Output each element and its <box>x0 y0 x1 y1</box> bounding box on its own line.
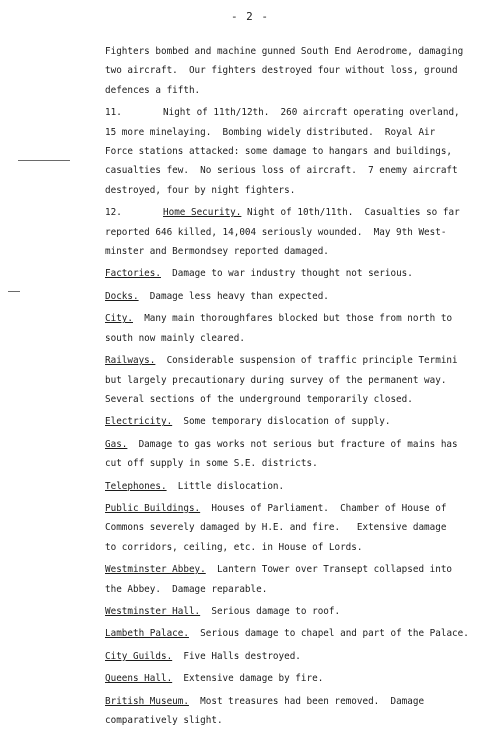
text-line <box>105 602 497 621</box>
paragraph <box>105 560 497 599</box>
text-line <box>105 669 497 688</box>
text-line <box>105 711 497 730</box>
line-text: casualties few. No serious loss of aircraft. 7 enemy aircraft <box>105 165 458 177</box>
section-heading: Docks. <box>105 290 139 302</box>
line-text: Most treasures had been removed. Damage <box>188 695 425 707</box>
paragraph <box>105 412 497 431</box>
text-line <box>105 61 497 80</box>
line-text: Damage less heavy than expected. <box>138 290 329 302</box>
margin-rule <box>8 291 20 292</box>
section-heading: Westminster Abbey. <box>105 564 206 576</box>
line-text: Serious damage to roof. <box>200 605 341 617</box>
section-heading: Home Security. <box>163 207 242 219</box>
paragraph <box>105 602 497 621</box>
text-line <box>105 181 497 200</box>
text-line <box>105 329 497 348</box>
line-text: but largely precautionary during survey of the permanent way. <box>105 374 447 386</box>
section-heading: Westminster Hall. <box>105 605 201 617</box>
line-text: to corridors, ceiling, etc. in House of Lords. <box>105 541 363 553</box>
text-line <box>105 624 497 643</box>
paragraph <box>105 477 497 496</box>
text-line <box>105 103 497 122</box>
line-text: Damage to war industry thought not serious. <box>160 268 413 280</box>
text-line <box>105 435 497 454</box>
paragraph <box>105 692 497 731</box>
text-line <box>105 81 497 100</box>
text-line <box>105 412 497 431</box>
line-text: Some temporary dislocation of supply. <box>172 416 391 428</box>
text-line <box>105 390 497 409</box>
text-line <box>105 477 497 496</box>
page-number: - 2 - <box>230 10 270 23</box>
section-heading: British Museum. <box>105 695 189 707</box>
text-line <box>105 264 497 283</box>
section-heading: Gas. <box>105 438 128 450</box>
paragraph <box>105 499 497 557</box>
line-text: Damage to gas works not serious but fracture of mains has <box>127 438 458 450</box>
text-line <box>105 161 497 180</box>
paragraph-number: 11. <box>105 107 122 119</box>
section-heading: Lambeth Palace. <box>105 628 189 640</box>
line-text: reported 646 killed, 14,004 seriously wounded. May 9th West- <box>105 226 447 238</box>
section-heading: Electricity. <box>105 416 173 428</box>
line-text: the Abbey. Damage reparable. <box>105 583 268 595</box>
line-text: Night of 10th/11th. Casualties so far <box>241 207 460 219</box>
paragraph <box>105 42 497 100</box>
text-line <box>105 371 497 390</box>
text-line <box>105 309 497 328</box>
line-text: Lantern Tower over Transept collapsed into <box>205 564 453 576</box>
line-text: destroyed, four by night fighters. <box>105 184 296 196</box>
paragraph <box>105 435 497 474</box>
line-text: cut off supply in some S.E. districts. <box>105 458 318 470</box>
line-text: Force stations attacked: some damage to hangars and buildings, <box>105 146 453 158</box>
section-heading: Railways. <box>105 355 156 367</box>
line-text: Several sections of the underground temporarily closed. <box>105 393 413 405</box>
text-line <box>105 203 497 222</box>
paragraph <box>105 287 497 306</box>
line-text: Considerable suspension of traffic principle Termini <box>155 355 458 367</box>
line-text: comparatively slight. <box>105 715 223 726</box>
text-line <box>105 454 497 473</box>
text-line <box>105 692 497 711</box>
line-text: south now mainly cleared. <box>105 332 245 344</box>
paragraph <box>105 203 497 261</box>
section-heading: Telephones. <box>105 480 167 492</box>
section-heading: City Guilds. <box>105 650 173 662</box>
paragraph <box>105 669 497 688</box>
text-line <box>105 223 497 242</box>
text-line <box>105 560 497 579</box>
line-text: minster and Bermondsey reported damaged. <box>105 246 329 258</box>
line-text: Night of 11th/12th. 260 aircraft operating overland, <box>163 107 460 119</box>
line-text: Many main thoroughfares blocked but those from north to <box>133 313 453 325</box>
text-line <box>105 499 497 518</box>
section-heading: Queens Hall. <box>105 673 173 685</box>
line-text: Extensive damage by fire. <box>172 673 324 685</box>
text-line <box>105 647 497 666</box>
section-heading: Factories. <box>105 268 161 280</box>
paragraph <box>105 351 497 409</box>
line-text: Commons severely damaged by H.E. and fire. Extensive damage <box>105 522 447 534</box>
document-body <box>105 42 497 733</box>
text-line <box>105 518 497 537</box>
text-line <box>105 351 497 370</box>
text-line <box>105 538 497 557</box>
line-text: defences a fifth. <box>105 84 201 96</box>
text-line <box>105 287 497 306</box>
paragraph <box>105 103 497 200</box>
margin-rule <box>18 160 70 161</box>
text-line <box>105 580 497 599</box>
paragraph <box>105 264 497 283</box>
text-line <box>105 42 497 61</box>
text-line <box>105 123 497 142</box>
paragraph <box>105 309 497 348</box>
text-line <box>105 142 497 161</box>
line-text: Little dislocation. <box>166 480 285 492</box>
section-heading: Public Buildings. <box>105 502 201 514</box>
line-text: two aircraft. Our fighters destroyed four without loss, ground <box>105 65 458 77</box>
line-text: Five Halls destroyed. <box>172 650 301 662</box>
text-line <box>105 242 497 261</box>
line-text: 15 more minelaying. Bombing widely distributed. Royal Air <box>105 126 436 138</box>
paragraph <box>105 624 497 643</box>
line-text: Serious damage to chapel and part of the Palace. <box>188 628 469 640</box>
paragraph-number: 12. <box>105 207 122 219</box>
section-heading: City. <box>105 313 133 325</box>
line-text: Houses of Parliament. Chamber of House of <box>200 502 447 514</box>
paragraph <box>105 647 497 666</box>
line-text: Fighters bombed and machine gunned South End Aerodrome, damaging <box>105 46 464 57</box>
